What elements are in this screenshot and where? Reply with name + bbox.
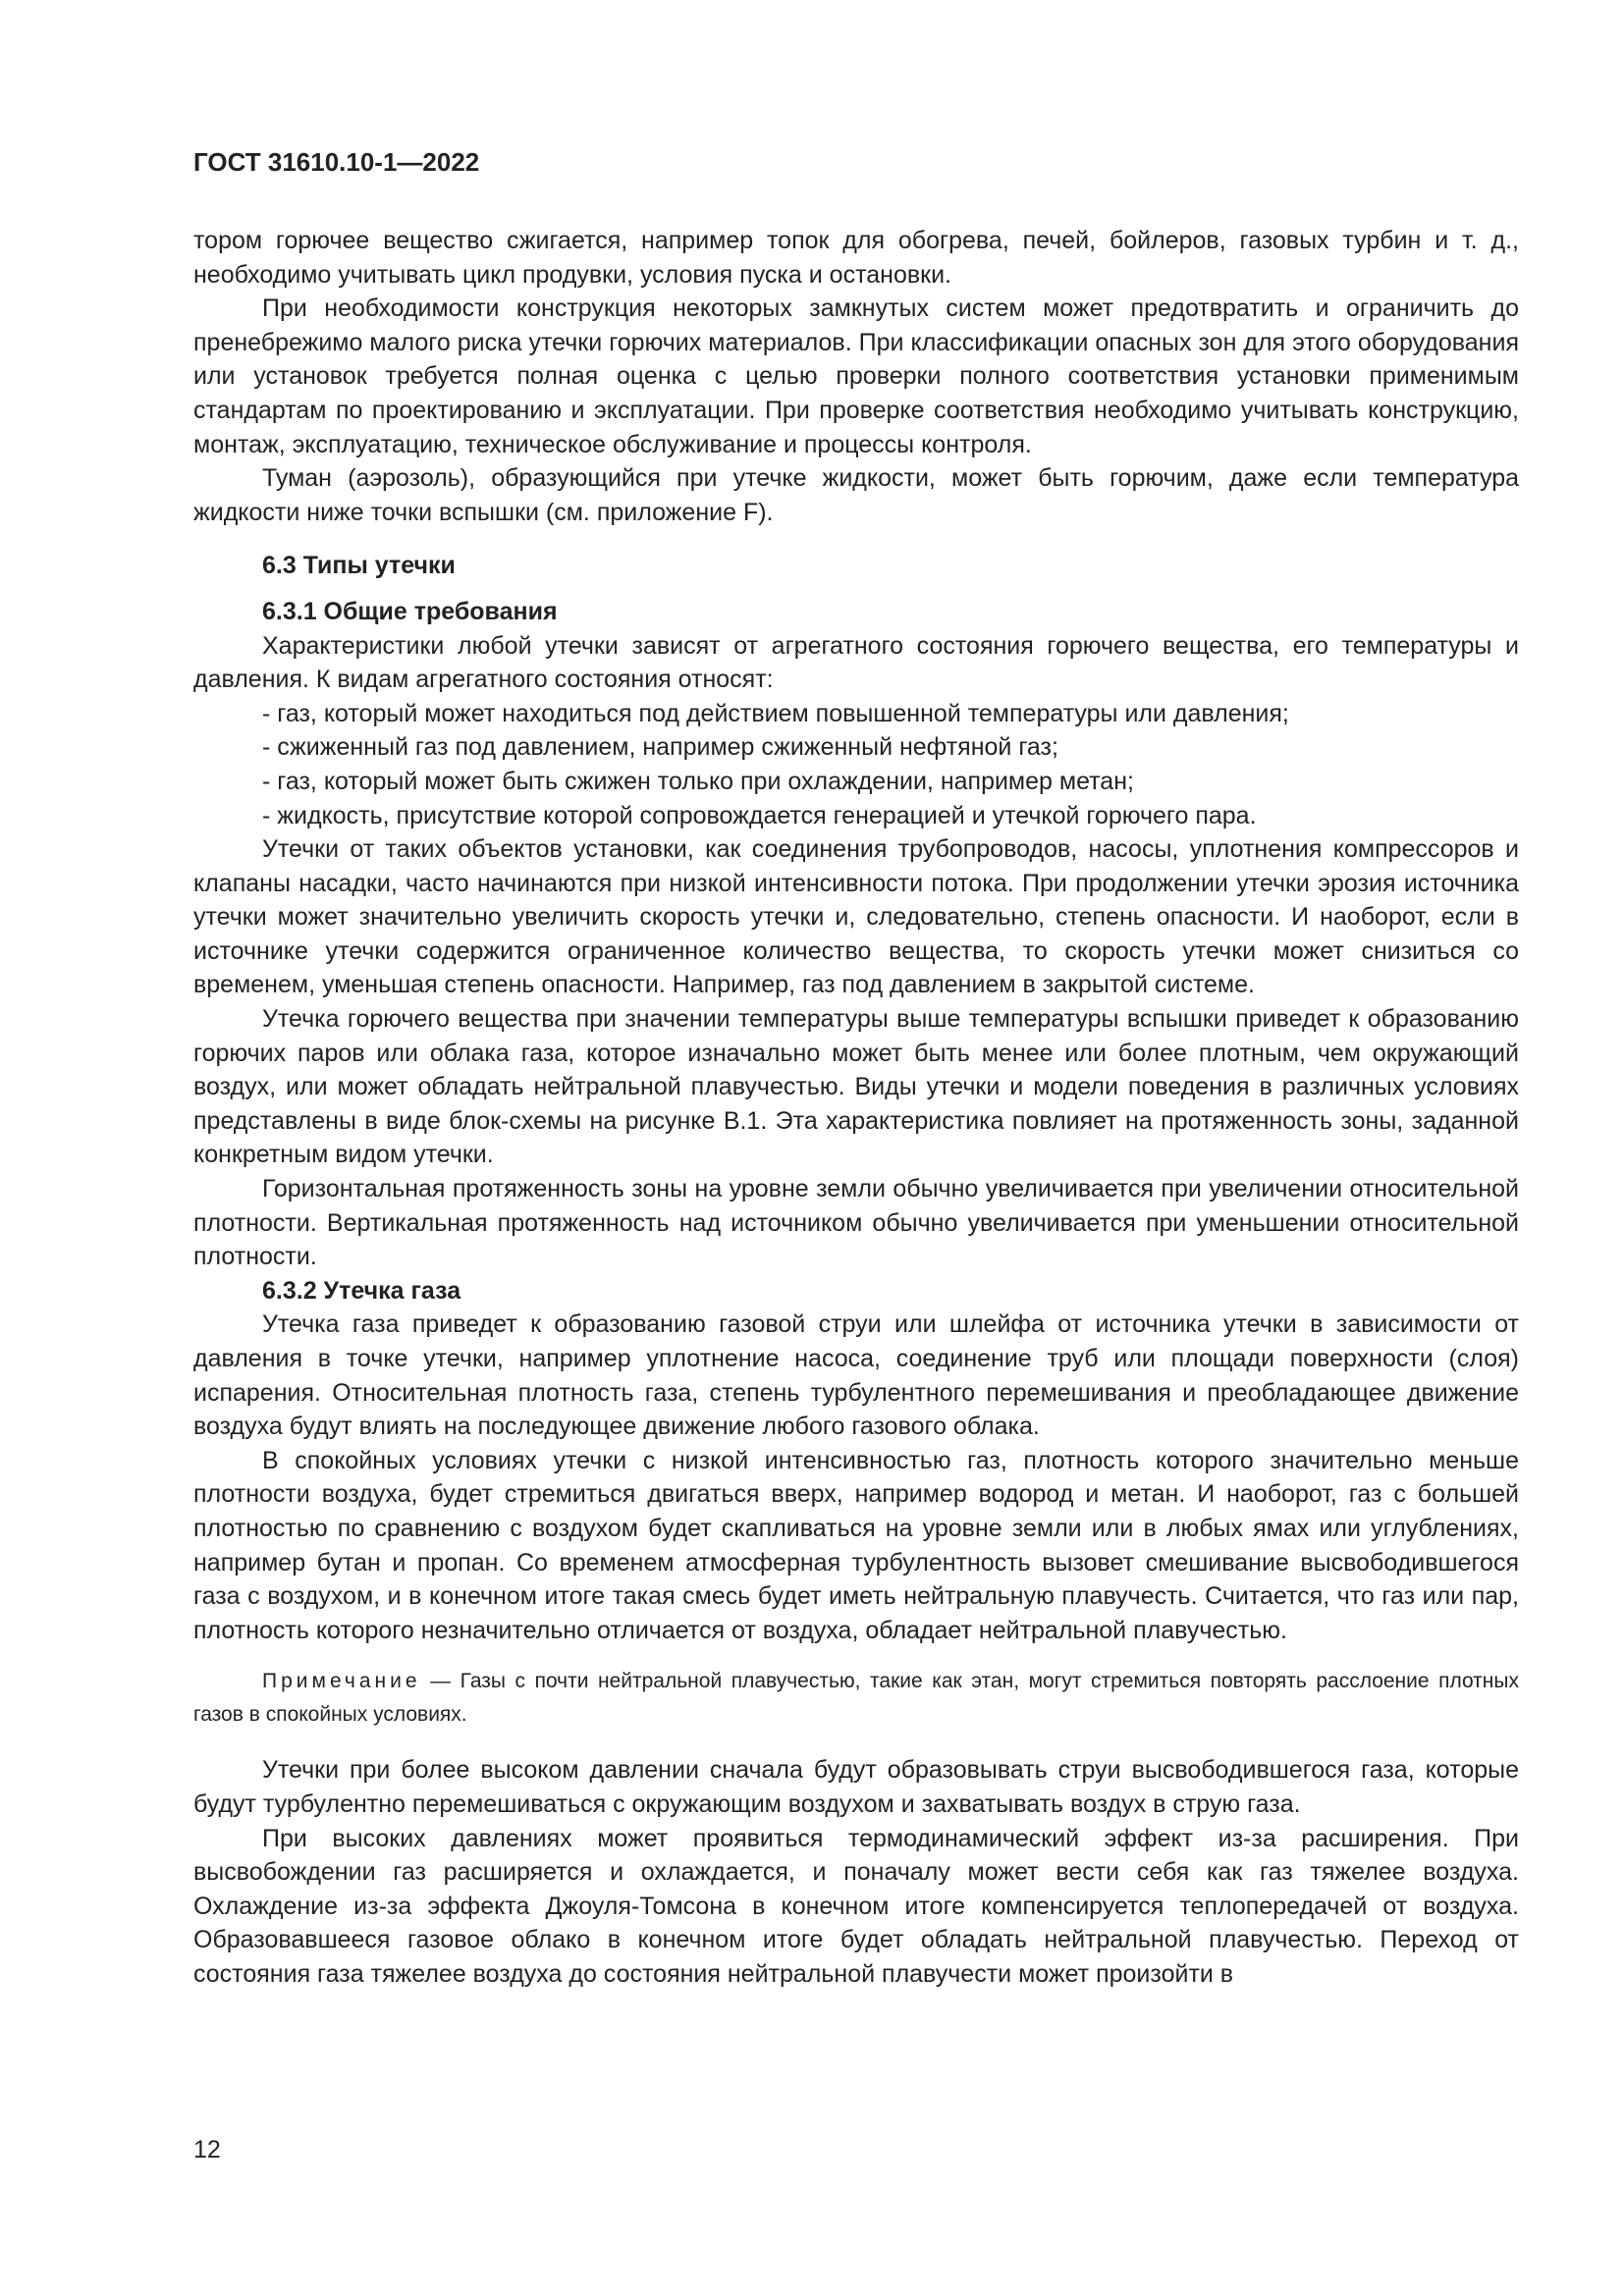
paragraph: При необходимости конструкция некоторых замкнутых систем может предотвратить и ограничить до пренебрежимо малого риска утечки горючих материалов. При классификации опасных зон для этого оборудования или установок требуется полная оценка с целью проверки полного соответствия установки применимым стандартам по проектированию и эксплуатации. При проверке соответствия необходимо учитывать конструкцию, монтаж, эксплуатацию, техническое обслуживание и процессы контроля.	[193, 294, 1519, 458]
list-item: - газ, который может быть сжижен только при охлаждении, например метан;	[262, 767, 1134, 795]
note-text: — Газы с почти нейтральной плавучестью, такие как этан, могут стремиться повторять расслоение плотных газов в спокойных условиях.	[193, 1670, 1519, 1727]
section-heading: 6.3 Типы утечки	[262, 552, 456, 580]
paragraph: При высоких давлениях может проявиться термодинамический эффект из-за расширения. При высвобождении газ расширяется и охлаждается, и поначалу может вести себя как газ тяжелее воздуха. Охлаждение из-за эффекта Джоуля-Томсона в конечном итоге компенсируется теплопередачей от воздуха. Образовавшееся газовое облако в конечном итоге будет обладать нейтральной плавучестью. Переход от состояния газа тяжелее воздуха до состояния нейтральной плавучести может произойти в	[193, 1824, 1519, 1988]
paragraph: Характеристики любой утечки зависят от агрегатного состояния горючего вещества, его температуры и давления. К видам агрегатного состояния относят:	[193, 631, 1519, 694]
page-number: 12	[193, 2136, 221, 2163]
document-header: ГОСТ 31610.10-1—2022	[193, 147, 480, 177]
paragraph: Горизонтальная протяженность зоны на уровне земли обычно увеличивается при увеличении относительной плотности. Вертикальная протяженность над источником обычно увеличивается при уменьшении относительной плотности.	[193, 1175, 1519, 1271]
list-item: - газ, который может находиться под действием повышенной температуры или давления;	[262, 699, 1289, 727]
section-heading: 6.3.1 Общие требования	[262, 597, 558, 625]
note	[193, 1665, 1519, 1732]
note-label: Примечание	[262, 1670, 421, 1693]
section-heading: 6.3.2 Утечка газа	[262, 1276, 461, 1305]
paragraph: Утечки при более высоком давлении сначала будут образовывать струи высвободившегося газа, которые будут турбулентно перемешиваться с окружающим воздухом и захватывать воздух в струю газа.	[193, 1756, 1519, 1818]
paragraph: Утечка горючего вещества при значении температуры выше температуры вспышки приведет к образованию горючих паров или облака газа, которое изначально может быть менее или более плотным, чем окружающий воздух, или может обладать нейтральной плавучестью. Виды утечки и модели поведения в различных условиях представлены в виде блок-схемы на рисунке В.1. Эта характеристика повлияет на протяженность зоны, заданной конкретным видом утечки.	[193, 1005, 1519, 1169]
paragraph: тором горючее вещество сжигается, например топок для обогрева, печей, бойлеров, газовых турбин и т. д., необходимо учитывать цикл продувки, условия пуска и остановки.	[193, 227, 1519, 289]
paragraph: Утечки от таких объектов установки, как соединения трубопроводов, насосы, уплотнения компрессоров и клапаны насадки, часто начинаются при низкой интенсивности потока. При продолжении утечки эрозия источника утечки может значительно увеличить скорость утечки и, следовательно, степень опасности. И наоборот, если в источнике утечки содержится ограниченное количество вещества, то скорость утечки может снизиться со временем, уменьшая степень опасности. Например, газ под давлением в закрытой системе.	[193, 835, 1519, 999]
page-body	[193, 224, 1519, 1992]
list-item: - сжиженный газ под давлением, например сжиженный нефтяной газ;	[262, 733, 1058, 762]
list-item: - жидкость, присутствие которой сопровождается генерацией и утечкой горючего пара.	[262, 801, 1257, 829]
paragraph: Туман (аэрозоль), образующийся при утечке жидкости, может быть горючим, даже если температура жидкости ниже точки вспышки (см. приложение F).	[193, 464, 1519, 526]
paragraph: В спокойных условиях утечки с низкой интенсивностью газ, плотность которого значительно меньше плотности воздуха, будет стремиться двигаться вверх, например водород и метан. И наоборот, газ с большей плотностью по сравнению с воздухом будет скапливаться на уровне земли или в любых ямах или углублениях, например бутан и пропан. Со временем атмосферная турбулентность вызовет смешивание высвободившегося газа с воздухом, и в конечном итоге такая смесь будет иметь нейтральную плавучесть. Считается, что газ или пар, плотность которого незначительно отличается от воздуха, обладает нейтральной плавучестью.	[193, 1446, 1519, 1644]
paragraph: Утечка газа приведет к образованию газовой струи или шлейфа от источника утечки в зависимости от давления в точке утечки, например уплотнение насоса, соединение труб или площади поверхности (слоя) испарения. Относительная плотность газа, степень турбулентного перемешивания и преобладающее движение воздуха будут влиять на последующее движение любого газового облака.	[193, 1310, 1519, 1441]
